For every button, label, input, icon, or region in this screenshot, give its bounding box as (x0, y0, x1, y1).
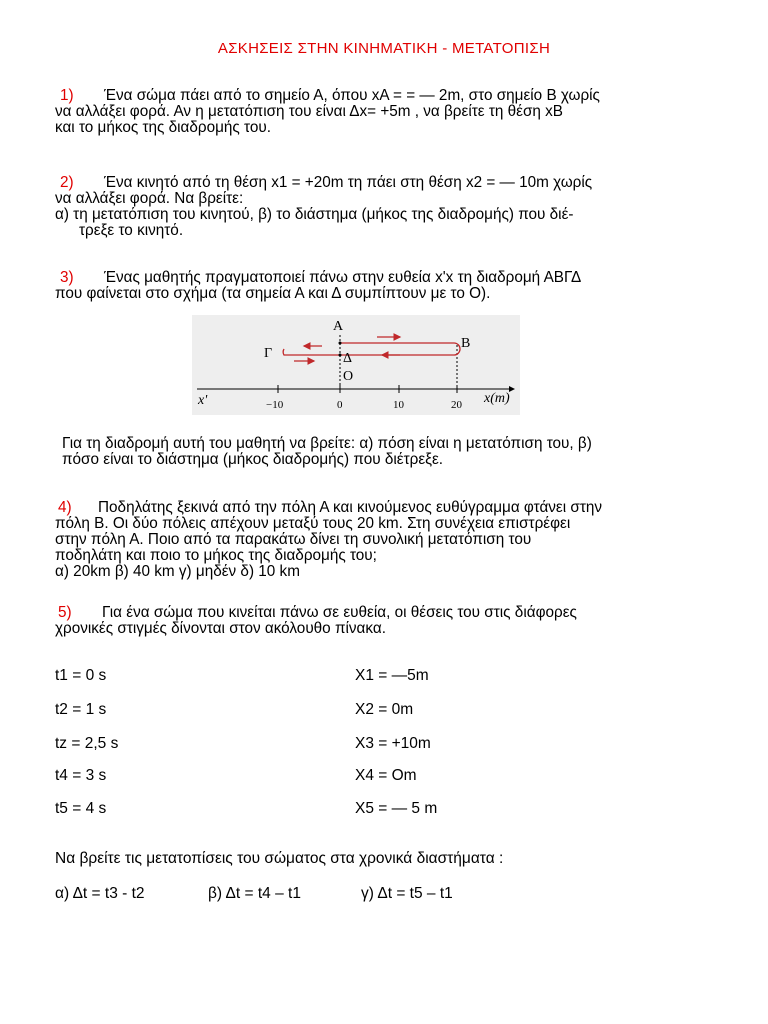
displacement-figure (192, 315, 520, 415)
label-o: Ο (343, 369, 354, 384)
number-line-diagram (192, 315, 520, 415)
exercise-5-question: Να βρείτε τις μετατοπίσεις του σώματος στα χρονικά διαστήματα : (55, 850, 504, 867)
axis-label-x: x(m) (484, 391, 510, 406)
position-cell: X1 = —5m (355, 667, 429, 684)
exercise-1 (55, 88, 715, 136)
exercise-3-number: 3) (60, 269, 74, 286)
exercise-5 (55, 605, 715, 637)
exercise-1-number: 1) (60, 87, 74, 104)
exercise-4-line-4: ποδηλάτη και ποιο το μήκος της διαδρομής του; (55, 547, 377, 564)
exercise-4-options: α) 20km β) 40 km γ) μηδέν δ) 10 km (55, 563, 300, 580)
time-cell: t4 = 3 s (55, 767, 107, 784)
exercise-2 (55, 175, 715, 239)
exercise-1-line-2: να αλλάξει φορά. Αν η μετατόπιση του είναι Δx= +5m , να βρείτε τη θέση xB (55, 103, 564, 120)
label-b: Β (461, 336, 471, 351)
exercise-4-line-1: 4) Ποδηλάτης ξεκινά από την πόλη Α και κινούμενος ευθύγραμμα φτάνει στην (55, 500, 715, 516)
exercise-5-line-2: χρονικές στιγμές δίνονται στον ακόλουθο πίνακα. (55, 620, 386, 637)
option-c: γ) Δt = t5 – t1 (361, 885, 453, 902)
exercise-4-line-3: στην πόλη Α. Ποιο από τα παρακάτω δίνει τη συνολική μετατόπιση του (55, 531, 532, 548)
tick-label: 20 (451, 399, 462, 411)
exercise-4-number: 4) (58, 499, 72, 516)
time-cell: t1 = 0 s (55, 667, 107, 684)
exercise-2-number: 2) (60, 174, 74, 191)
exercise-3 (55, 270, 715, 302)
page-title: ΑΣΚΗΣΕΙΣ ΣΤΗΝ ΚΙΝΗΜΑΤΙΚΗ - ΜΕΤΑΤΟΠΙΣΗ (217, 40, 551, 57)
exercise-2-line-3: α) τη μετατόπιση του κινητού, β) το διάστημα (μήκος της διαδρομής) που διέ- (55, 206, 574, 223)
point-d-dot (339, 354, 342, 357)
exercise-2-line-2: να αλλάξει φορά. Να βρείτε: (55, 190, 244, 207)
position-cell: X3 = +10m (355, 735, 431, 752)
route-path (283, 343, 460, 355)
option-a: α) Δt = t3 - t2 (55, 885, 145, 902)
label-x-prime: x' (198, 393, 208, 408)
time-cell: tz = 2,5 s (55, 735, 119, 752)
label-d: Δ (343, 351, 353, 366)
position-cell: X4 = Om (355, 767, 417, 784)
exercise-3-question (62, 436, 722, 468)
label-a: Α (333, 319, 344, 334)
position-cell: X5 = — 5 m (355, 800, 438, 817)
exercise-4-line-2: πόλη Β. Οι δύο πόλεις απέχουν μεταξύ τους 20 km. Στη συνέχεια επιστρέφει (55, 515, 571, 532)
position-cell: X2 = 0m (355, 701, 414, 718)
exercise-1-line-1: 1) Ένα σώμα πάει από το σημείο Α, όπου xA = = — 2m, στο σημείο Β χωρίς (55, 88, 715, 104)
exercise-2-line-4: τρεξε το κινητό. (79, 222, 184, 239)
time-cell: t5 = 4 s (55, 800, 107, 817)
tick-label: 0 (337, 399, 343, 411)
exercise-2-line-1: 2) Ένα κινητό από τη θέση x1 = +20m τη πάει στη θέση x2 = — 10m χωρίς (55, 175, 715, 191)
label-g: Γ (264, 346, 273, 361)
exercise-1-line-3: και το μήκος της διαδρομής του. (55, 119, 271, 136)
tick-label: 10 (393, 399, 404, 411)
exercise-4 (55, 500, 715, 580)
exercise-5-number: 5) (58, 604, 72, 621)
option-b: β) Δt = t4 – t1 (208, 885, 301, 902)
tick-label: −10 (266, 399, 284, 411)
exercise-3-line-1: 3) Ένας μαθητής πραγματοποιεί πάνω στην ευθεία x'x τη διαδρομή ΑΒΓΔ (55, 270, 715, 286)
exercise-3-question-line-1: Για τη διαδρομή αυτή του μαθητή να βρείτε: α) πόση είναι η μετατόπιση του, β) (62, 435, 592, 452)
exercise-5-line-1: 5) Για ένα σώμα που κινείται πάνω σε ευθεία, οι θέσεις του στις διάφορες (55, 605, 715, 621)
time-cell: t2 = 1 s (55, 701, 107, 718)
exercise-3-line-2: που φαίνεται στο σχήμα (τα σημεία Α και Δ συμπίπτουν με το Ο). (55, 285, 491, 302)
exercise-3-question-line-2: πόσο είναι το διάστημα (μήκος διαδρομής) που διέτρεξε. (62, 451, 444, 468)
point-a-dot (339, 342, 342, 345)
